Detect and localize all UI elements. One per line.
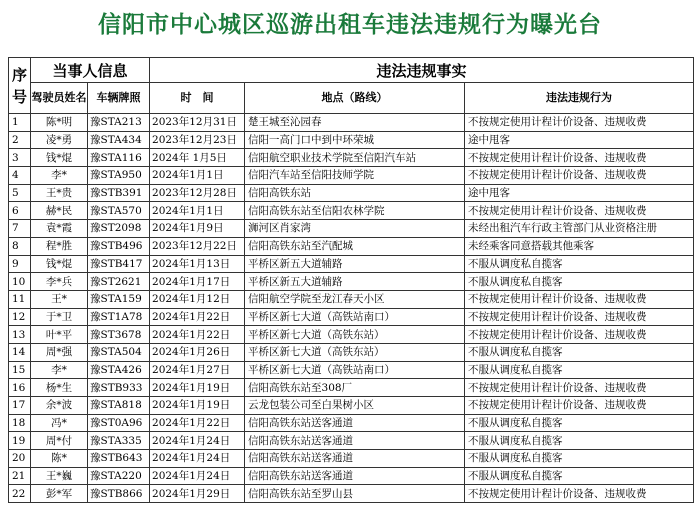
plate-number: 豫STA504 [88,343,150,361]
violation-behavior: 不按规定使用计程计价设备、违规收费 [465,379,694,397]
driver-name: 赫*民 [31,202,88,220]
header-index: 序号 [9,58,31,114]
plate-number: 豫STA335 [88,432,150,450]
row-index: 10 [9,273,31,291]
violation-time: 2024年1月19日 [150,379,245,397]
driver-name: 于*卫 [31,308,88,326]
driver-name: 钱*焜 [31,255,88,273]
row-index: 17 [9,397,31,415]
driver-name: 程*胜 [31,237,88,255]
violation-location: 信阳高铁东站送客通道 [245,414,465,432]
table-row [9,114,694,132]
header-driver-name: 驾驶员姓名 [31,83,88,114]
violation-time: 2024年1月24日 [150,432,245,450]
violation-behavior: 未经乘客同意搭载其他乘客 [465,237,694,255]
table-row [9,432,694,450]
driver-name: 彭*军 [31,485,88,503]
violation-time: 2024年1月22日 [150,308,245,326]
driver-name: 陈*明 [31,114,88,132]
plate-number: 豫STA434 [88,131,150,149]
violation-behavior: 不按规定使用计程计价设备、违规收费 [465,326,694,344]
table-row [9,343,694,361]
table-row [9,255,694,273]
violation-time: 2024年1月29日 [150,485,245,503]
row-index: 15 [9,361,31,379]
violation-location: 信阳航空学院至龙江春天小区 [245,290,465,308]
plate-number: 豫STA159 [88,290,150,308]
violation-location: 平桥区新七大道（高铁站南口） [245,361,465,379]
violation-time: 2024年1月24日 [150,450,245,468]
driver-name: 余*波 [31,397,88,415]
violation-behavior: 不按规定使用计程计价设备、违规收费 [465,290,694,308]
header-violation-facts: 违法违规事实 [150,58,694,83]
violation-location: 信阳汽车站至信阳技师学院 [245,167,465,185]
plate-number: 豫STA570 [88,202,150,220]
violation-behavior: 不按规定使用计程计价设备、违规收费 [465,397,694,415]
driver-name: 袁*霞 [31,220,88,238]
row-index: 1 [9,114,31,132]
header-location: 地点（路线） [245,83,465,114]
header-party-info: 当事人信息 [31,58,150,83]
table-body [9,114,694,503]
violation-time: 2024年1月17日 [150,273,245,291]
violation-time: 2023年12月22日 [150,237,245,255]
plate-number: 豫ST2098 [88,220,150,238]
row-index: 5 [9,184,31,202]
header-time: 时 间 [150,83,245,114]
row-index: 20 [9,450,31,468]
violations-table [8,57,694,503]
plate-number: 豫STB933 [88,379,150,397]
table-row [9,237,694,255]
table-row [9,308,694,326]
driver-name: 周*强 [31,343,88,361]
table-row [9,273,694,291]
plate-number: 豫STB417 [88,255,150,273]
row-index: 16 [9,379,31,397]
row-index: 6 [9,202,31,220]
violation-time: 2023年12月28日 [150,184,245,202]
violation-location: 浉河区肖家湾 [245,220,465,238]
violation-time: 2024年1月22日 [150,326,245,344]
violation-location: 信阳高铁东站送客通道 [245,450,465,468]
violation-time: 2023年12月31日 [150,114,245,132]
violation-behavior: 不服从调度私自揽客 [465,273,694,291]
row-index: 19 [9,432,31,450]
plate-number: 豫STA116 [88,149,150,167]
violation-behavior: 不按规定使用计程计价设备、违规收费 [465,202,694,220]
violation-time: 2024年1月24日 [150,467,245,485]
violation-time: 2024年1月22日 [150,414,245,432]
violation-location: 信阳高铁东站送客通道 [245,467,465,485]
table-row [9,149,694,167]
violation-time: 2024年1月9日 [150,220,245,238]
table-row [9,467,694,485]
plate-number: 豫STA818 [88,397,150,415]
row-index: 3 [9,149,31,167]
violation-location: 信阳航空职业技术学院至信阳汽车站 [245,149,465,167]
plate-number: 豫ST3678 [88,326,150,344]
violation-location: 平桥区新七大道（高铁东站） [245,343,465,361]
violation-location: 信阳高铁东站至汽配城 [245,237,465,255]
violation-time: 2023年12月23日 [150,131,245,149]
violation-behavior: 不按规定使用计程计价设备、违规收费 [465,485,694,503]
table-row [9,220,694,238]
header-plate: 车辆牌照 [88,83,150,114]
violation-location: 信阳一高门口中到中环荣城 [245,131,465,149]
driver-name: 冯* [31,414,88,432]
plate-number: 豫ST0A96 [88,414,150,432]
table-row [9,167,694,185]
violation-location: 平桥区新五大道辅路 [245,255,465,273]
page-title: 信阳市中心城区巡游出租车违法违规行为曝光台 [98,11,602,38]
violation-time: 2024年1月19日 [150,397,245,415]
header-row-group [9,58,694,83]
violation-behavior: 不服从调度私自揽客 [465,255,694,273]
header-violation: 违法违规行为 [465,83,694,114]
driver-name: 王*贵 [31,184,88,202]
driver-name: 周*付 [31,432,88,450]
violation-time: 2024年1月1日 [150,202,245,220]
violation-location: 云龙包装公司至白果树小区 [245,397,465,415]
header-row-columns [9,83,694,114]
driver-name: 王*巍 [31,467,88,485]
violation-behavior: 不按规定使用计程计价设备、违规收费 [465,149,694,167]
row-index: 2 [9,131,31,149]
violation-behavior: 不服从调度私自揽客 [465,361,694,379]
row-index: 7 [9,220,31,238]
plate-number: 豫ST1A78 [88,308,150,326]
violation-time: 2024年1月26日 [150,343,245,361]
violation-time: 2024年1月12日 [150,290,245,308]
driver-name: 王* [31,290,88,308]
plate-number: 豫STA426 [88,361,150,379]
table-row [9,361,694,379]
violation-location: 平桥区新五大道辅路 [245,273,465,291]
violation-location: 楚王城至沁园春 [245,114,465,132]
table-row [9,379,694,397]
row-index: 14 [9,343,31,361]
table-row [9,397,694,415]
violation-behavior: 不服从调度私自揽客 [465,450,694,468]
row-index: 18 [9,414,31,432]
driver-name: 杨*生 [31,379,88,397]
plate-number: 豫STB391 [88,184,150,202]
violation-behavior: 不按规定使用计程计价设备、违规收费 [465,114,694,132]
plate-number: 豫ST2621 [88,273,150,291]
table-row [9,290,694,308]
table-row [9,184,694,202]
table-row [9,202,694,220]
plate-number: 豫STA950 [88,167,150,185]
row-index: 12 [9,308,31,326]
violation-behavior: 不按规定使用计程计价设备、违规收费 [465,167,694,185]
plate-number: 豫STA220 [88,467,150,485]
violation-behavior: 途中甩客 [465,184,694,202]
violation-behavior: 不服从调度私自揽客 [465,414,694,432]
violation-behavior: 不服从调度私自揽客 [465,467,694,485]
violation-behavior: 未经出租汽车行政主管部门从业资格注册 [465,220,694,238]
violation-time: 2024年1月1日 [150,167,245,185]
driver-name: 李*兵 [31,273,88,291]
violation-time: 2024年 1月5日 [150,149,245,167]
violation-location: 平桥区新七大道（高铁站南口） [245,308,465,326]
row-index: 11 [9,290,31,308]
row-index: 22 [9,485,31,503]
violation-location: 平桥区新七大道（高铁东站） [245,326,465,344]
table-row [9,131,694,149]
violation-location: 信阳高铁东站至308厂 [245,379,465,397]
row-index: 9 [9,255,31,273]
row-index: 8 [9,237,31,255]
table-row [9,450,694,468]
violation-location: 信阳高铁东站送客通道 [245,432,465,450]
driver-name: 李* [31,361,88,379]
violation-behavior: 不按规定使用计程计价设备、违规收费 [465,308,694,326]
violation-location: 信阳高铁东站至罗山县 [245,485,465,503]
violation-location: 信阳高铁东站至信阳农林学院 [245,202,465,220]
violation-location: 信阳高铁东站 [245,184,465,202]
row-index: 4 [9,167,31,185]
violation-behavior: 不服从调度私自揽客 [465,343,694,361]
driver-name: 叶*平 [31,326,88,344]
violation-time: 2024年1月27日 [150,361,245,379]
violation-time: 2024年1月13日 [150,255,245,273]
row-index: 13 [9,326,31,344]
driver-name: 陈* [31,450,88,468]
table-row [9,485,694,503]
plate-number: 豫STA213 [88,114,150,132]
violation-behavior: 不服从调度私自揽客 [465,432,694,450]
table-row [9,414,694,432]
violation-behavior: 途中甩客 [465,131,694,149]
driver-name: 李* [31,167,88,185]
row-index: 21 [9,467,31,485]
plate-number: 豫STB866 [88,485,150,503]
plate-number: 豫STB643 [88,450,150,468]
table-row [9,326,694,344]
driver-name: 凌*勇 [31,131,88,149]
plate-number: 豫STB496 [88,237,150,255]
driver-name: 钱*焜 [31,149,88,167]
